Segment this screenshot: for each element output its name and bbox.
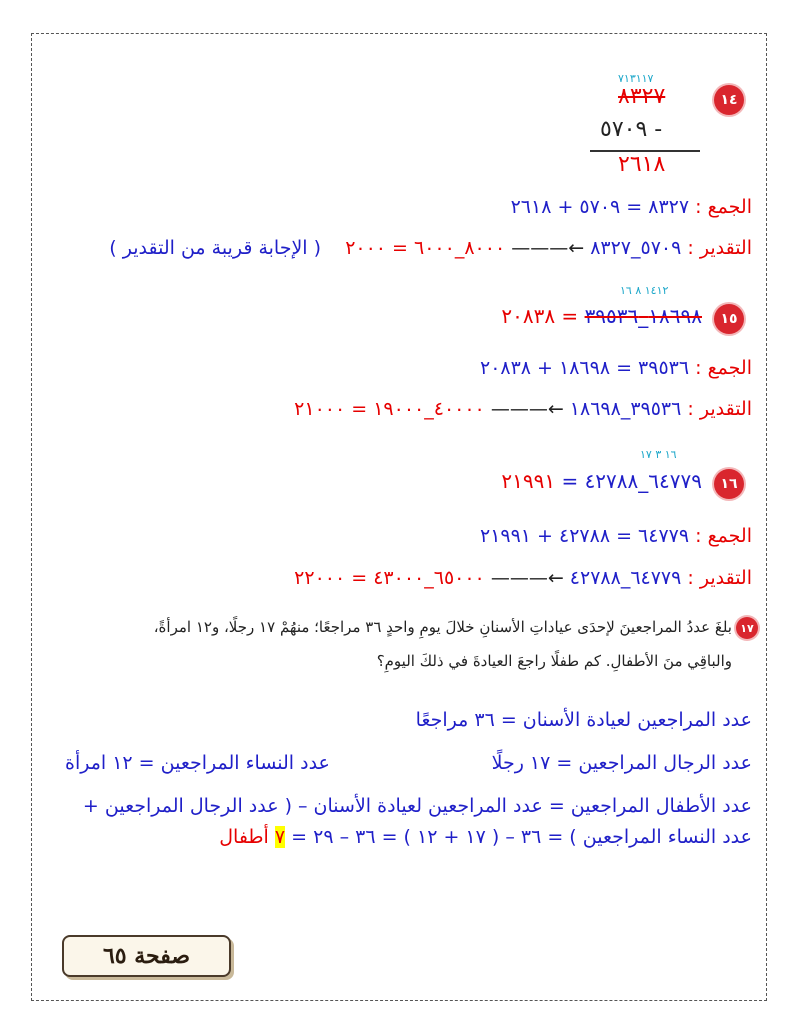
problem-14-sum: الجمع : ٨٣٢٧ = ٥٧٠٩ + ٢٦١٨ [510, 196, 752, 218]
problem-15-expression: ١٨٦٩٨_٣٩٥٣٦ = ٢٠٨٣٨ [501, 304, 702, 328]
answer-highlight: ٧ [274, 826, 286, 848]
page-number-badge: صفحة ٦٥ [62, 935, 231, 977]
problem-14-estimate: التقدير : ٥٧٠٩_٨٣٢٧ ←——— ٨٠٠٠_٦٠٠٠ = ٢٠٠٠ ( الإجابة قريبة من التقدير ) [109, 237, 752, 259]
problem-17-total-line: عدد المراجعين لعيادة الأسنان = ٣٦ مراجعًا [415, 709, 752, 731]
problem-15-sum: الجمع : ٣٩٥٣٦ = ١٨٦٩٨ + ٢٠٨٣٨ [479, 357, 752, 379]
problem-16-badge: ١٦ [714, 469, 744, 499]
problem-16-estimate: التقدير : ٦٤٧٧٩_٤٢٧٨٨ ←——— ٦٥٠٠٠_٤٣٠٠٠ = ٢٢٠٠٠ [294, 567, 752, 589]
problem-17-children-line-2: عدد النساء المراجعين ) = ٣٦ – ( ١٧ + ١٢ ) = ٣٦ – ٢٩ = ٧ أطفال [219, 826, 752, 848]
problem-17-children-line-1: عدد الأطفال المراجعين = عدد المراجعين لعيادة الأسنان – ( عدد الرجال المراجعين + [82, 795, 752, 817]
problem-14-subtrahend: ٥٧٠٩ - [600, 117, 663, 142]
problem-14-carries: ٧١٣١١٧ [618, 72, 654, 85]
problem-14-result: ٢٦١٨ [618, 152, 666, 177]
problem-14-minuend: ٨٣٢٧ [618, 84, 666, 109]
problem-15-estimate: التقدير : ٣٩٥٣٦_١٨٦٩٨ ←——— ٤٠٠٠٠_١٩٠٠٠ = ٢١٠٠٠ [294, 398, 752, 420]
problem-17-text-line-1: بلغَ عددُ المراجعينَ لإحدَى عياداتِ الأسنانِ خلالَ يومِ واحدٍ ٣٦ مراجعًا؛ منهُمْ ١٧ رجلًا، و١٢ امرأةً، [153, 618, 732, 636]
problem-16-sum: الجمع : ٦٤٧٧٩ = ٤٢٧٨٨ + ٢١٩٩١ [479, 525, 752, 547]
problem-17-men-line: عدد الرجال المراجعين = ١٧ رجلًا [491, 752, 752, 774]
problem-15-badge: ١٥ [714, 304, 744, 334]
problem-16-carries: ١٦ ٣ ١٧ [640, 448, 677, 461]
problem-15-carries: ١٤١٢ ٨ ١٦ [620, 284, 669, 297]
page-frame [31, 33, 767, 1001]
problem-14-badge: ١٤ [714, 85, 744, 115]
problem-17-badge: ١٧ [736, 617, 758, 639]
problem-17-text-line-2: والباقِي منَ الأطفالِ. كم طفلًا راجعَ العيادةَ في ذلكَ اليومِ؟ [376, 652, 732, 670]
problem-16-expression: ٦٤٧٧٩_٤٢٧٨٨ = ٢١٩٩١ [501, 469, 702, 493]
problem-17-women-line: عدد النساء المراجعين = ١٢ امرأة [65, 752, 330, 774]
